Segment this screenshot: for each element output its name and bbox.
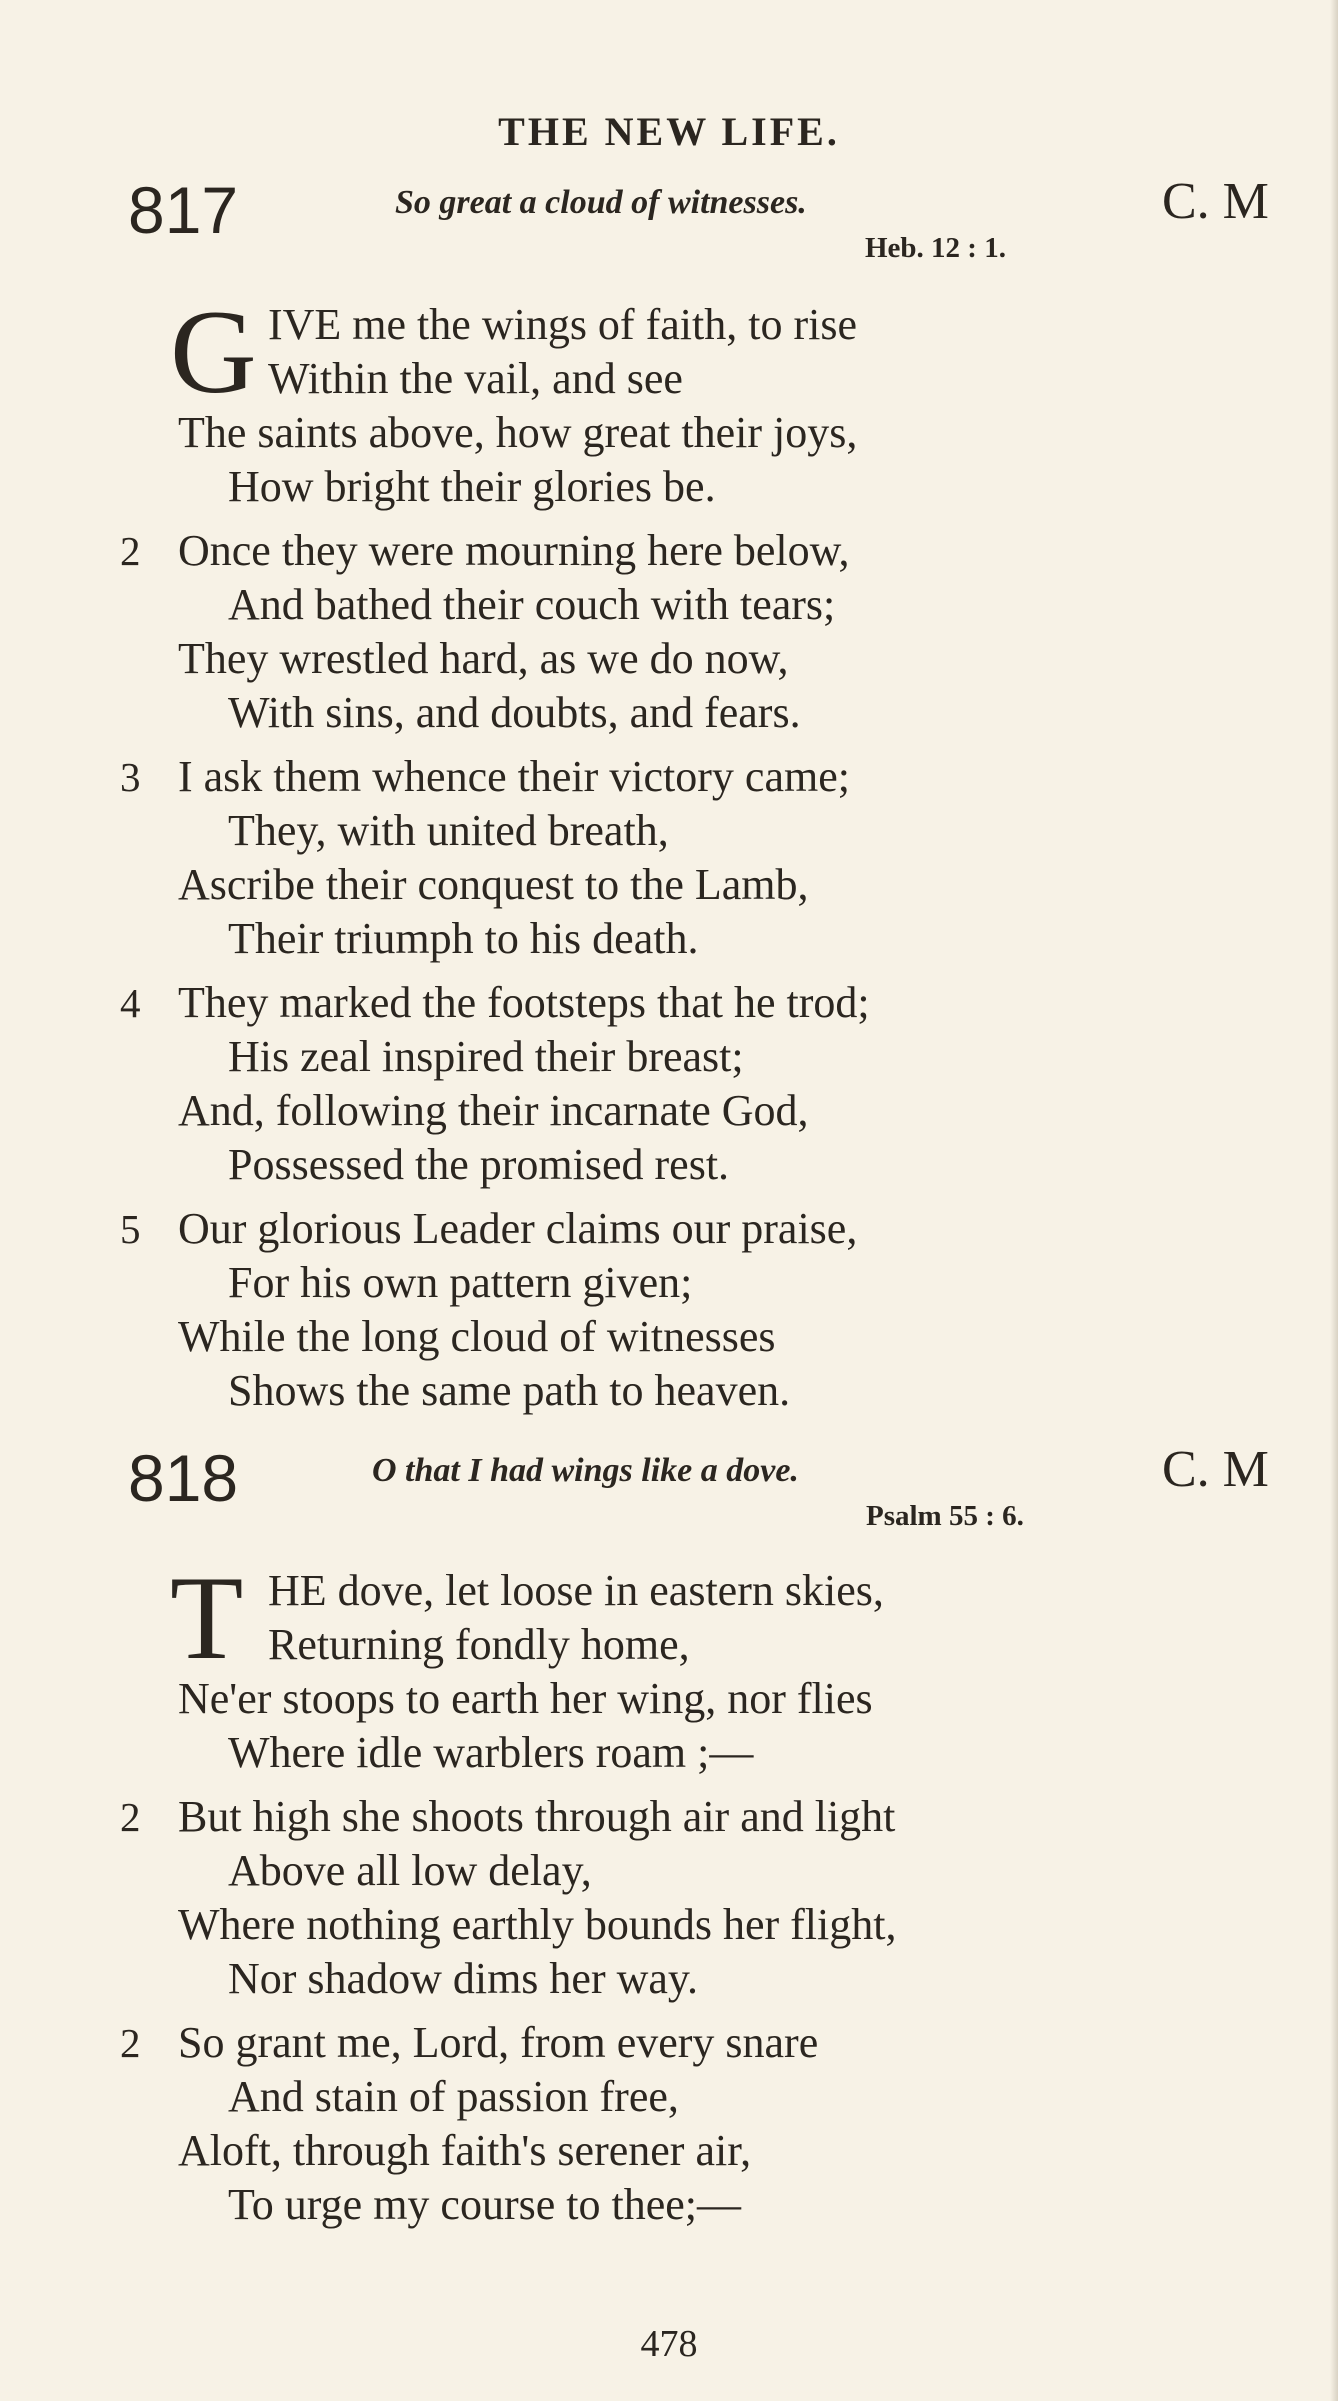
stanza-817-1 (0, 285, 1338, 514)
verse-line: They marked the footsteps that he trod; (178, 978, 870, 1027)
verse-line: Where nothing earthly bounds her flight, (178, 1900, 897, 1949)
hymn-meter: C. M (1162, 173, 1269, 230)
verse-line: His zeal inspired their breast; (228, 1032, 744, 1081)
stanza-number: 2 (120, 1794, 141, 1840)
stanza-818-2 (0, 1790, 1338, 2006)
stanza-818-3 (0, 2016, 1338, 2232)
verse-line: And bathed their couch with tears; (228, 580, 836, 629)
scripture-reference: Psalm 55 : 6. (866, 1500, 1024, 1532)
verse-line: They, with united breath, (228, 806, 669, 855)
hymn-title: O that I had wings like a dove. (372, 1452, 799, 1489)
page-number: 478 (640, 2323, 698, 2365)
stanza-817-3 (0, 750, 1338, 966)
hymn-header-817 (0, 172, 1338, 282)
stanza-number: 2 (120, 528, 141, 574)
verse-line: The saints above, how great their joys, (178, 408, 858, 457)
stanza-number: 2 (120, 2020, 141, 2066)
stanza-817-4 (0, 976, 1338, 1192)
verse-line: To urge my course to thee;— (228, 2180, 741, 2229)
verse-line: Above all low delay, (228, 1846, 592, 1895)
verse-line: How bright their glories be. (228, 462, 716, 511)
verse-line: And, following their incarnate God, (178, 1086, 809, 1135)
verse-line: Possessed the promised rest. (228, 1140, 730, 1189)
verse-line: So grant me, Lord, from every snare (178, 2018, 819, 2067)
verse-line: With sins, and doubts, and fears. (228, 688, 801, 737)
stanza-number: 5 (120, 1206, 141, 1252)
hymn-number: 817 (128, 173, 239, 247)
verse-line: While the long cloud of witnesses (178, 1312, 776, 1361)
stanza-817-2 (0, 524, 1338, 740)
drop-cap: G (170, 285, 257, 418)
hymn-title: So great a cloud of witnesses. (395, 184, 807, 221)
verse-line: Within the vail, and see (268, 354, 683, 403)
verse-line: Returning fondly home, (268, 1620, 690, 1669)
verse-line: Shows the same path to heaven. (228, 1366, 791, 1415)
verse-line: HE dove, let loose in eastern skies, (268, 1566, 884, 1615)
stanza-number: 4 (120, 980, 141, 1026)
drop-cap: T (170, 1551, 244, 1684)
verse-line: I ask them whence their victory came; (178, 752, 850, 801)
verse-line: IVE me the wings of faith, to rise (268, 300, 857, 349)
hymn-header-818 (0, 1440, 1338, 1550)
verse-line: Ne'er stoops to earth her wing, nor flies (178, 1674, 873, 1723)
verse-line: Nor shadow dims her way. (228, 1954, 699, 2003)
running-head: THE NEW LIFE. (498, 109, 840, 154)
stanza-number: 3 (120, 754, 141, 800)
stanza-817-5 (0, 1202, 1338, 1418)
stanza-818-1 (0, 1551, 1338, 1780)
hymn-number: 818 (128, 1441, 239, 1515)
verse-line: For his own pattern given; (228, 1258, 693, 1307)
scripture-reference: Heb. 12 : 1. (865, 232, 1006, 264)
verse-line: Aloft, through faith's serener air, (178, 2126, 752, 2175)
verse-line: Our glorious Leader claims our praise, (178, 1204, 858, 1253)
verse-line: And stain of passion free, (228, 2072, 679, 2121)
verse-line: Once they were mourning here below, (178, 526, 850, 575)
verse-line: Where idle warblers roam ;— (228, 1728, 754, 1777)
verse-line: They wrestled hard, as we do now, (178, 634, 789, 683)
hymn-meter: C. M (1162, 1441, 1269, 1498)
verse-line: Ascribe their conquest to the Lamb, (178, 860, 809, 909)
verse-line: But high she shoots through air and light (178, 1792, 896, 1841)
verse-line: Their triumph to his death. (228, 914, 699, 963)
